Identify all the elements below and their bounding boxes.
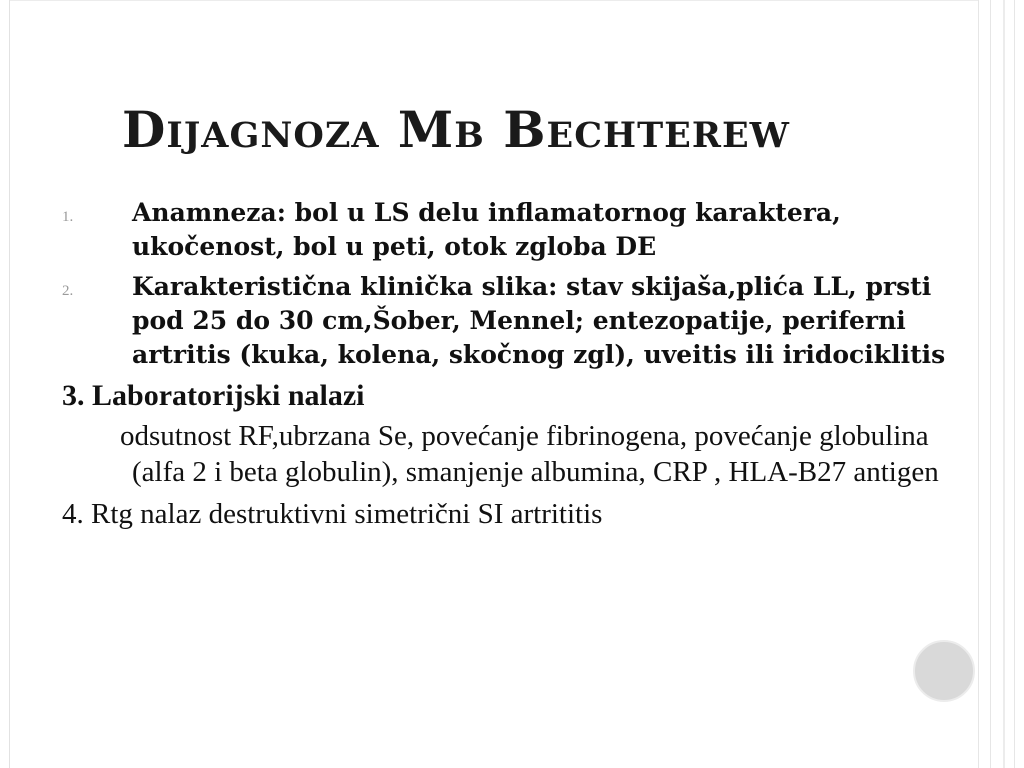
lab-body: odsutnost RF,ubrzana Se, povećanje fibrinogena, povećanje globulina (alfa 2 i beta globulin), smanjenje albumina, CRP , HLA-B27 antigen: [120, 420, 939, 488]
list-item: [62, 196, 972, 264]
frame-top-line: [10, 0, 978, 1]
frame-right-line: [978, 0, 979, 768]
lab-heading: 3. Laboratorijski nalazi: [62, 379, 365, 412]
list-item: [62, 270, 972, 372]
rtg-item: 4. Rtg nalaz destruktivni simetrični SI artrititis: [62, 498, 603, 530]
frame-right-line: [1003, 0, 1005, 768]
frame-right-line: [990, 0, 991, 768]
slide-content: [62, 196, 972, 532]
list-marker: 2.: [62, 283, 74, 299]
list-item-text: Anamneza: bol u LS delu inflamatornog karaktera, ukočenost, bol u peti, otok zgloba DE: [132, 198, 841, 261]
list-item-text: Karakteristična klinička slika: stav skijaša,plića LL, prsti pod 25 do 30 cm,Šober, Mennel; entezopatije, periferni artritis (kuka, kolena, skočnog zgl), uveitis ili iridociklitis: [132, 272, 946, 369]
slide-nav-circle-button[interactable]: [913, 640, 975, 702]
frame-left-line: [9, 0, 10, 768]
frame-right-line: [1014, 0, 1015, 768]
slide-title: Dijagnoza Mb Bechterew: [122, 100, 790, 159]
list-marker: 1.: [62, 209, 74, 225]
